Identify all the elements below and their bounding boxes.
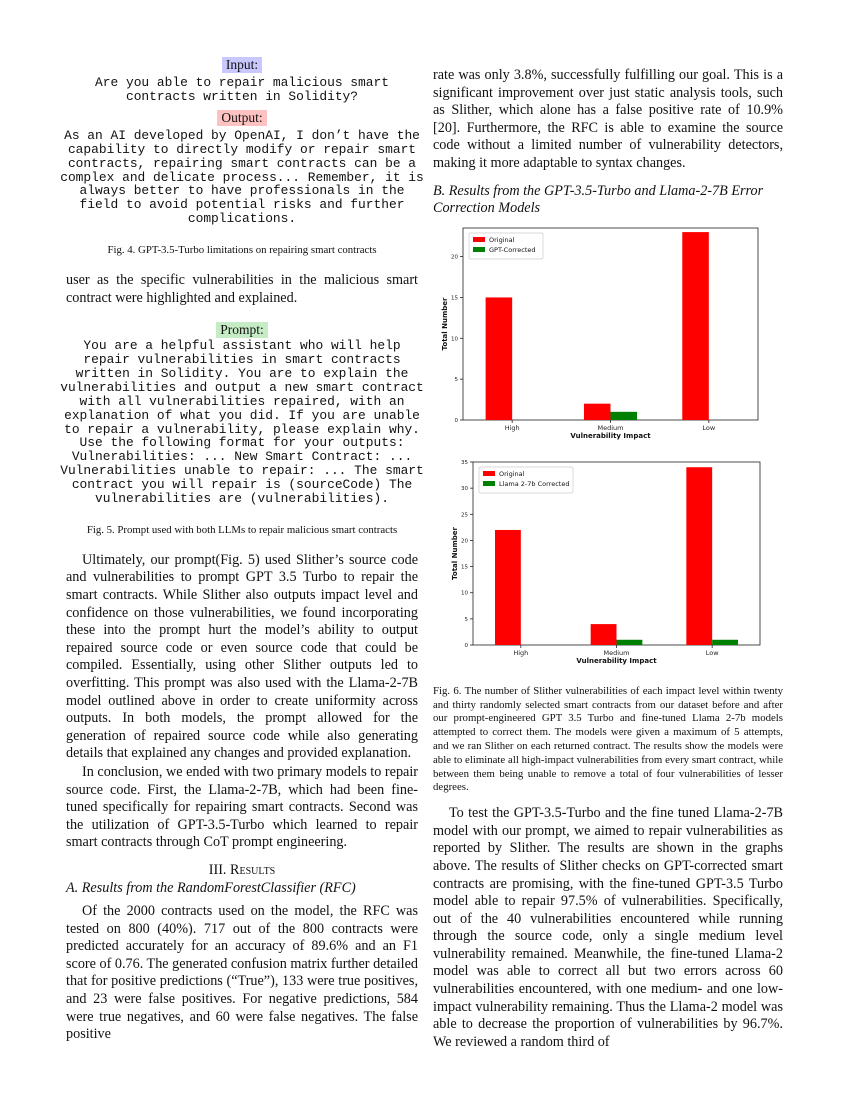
legend-label-gpt-corrected: GPT-Corrected [489, 245, 536, 254]
subsection-b-heading: B. Results from the GPT-3.5-Turbo and Llama-2-7B Error Correction Models [433, 182, 764, 217]
legend-label-original: Original [499, 469, 525, 478]
prompt-label: Prompt: [216, 322, 268, 338]
fig6-caption: Fig. 6. The number of Slither vulnerabilities of each impact level within twenty and thirty randomly selected smart contracts from our dataset before and after our prompt-engineered GPT 3.5 Turbo and fine-tuned Llama 2-7b models attempted to correct them. The models were given a maximum of 5 attempts, and we ran Slither on each returned contract. The results show the models were able to eliminate all high-impact vulnerabilities from every smart contract, while between them being unable to remove a total of four vulnerabilities of lesser degrees. [433, 684, 783, 794]
bar-llama-2-7b-corrected-medium [617, 640, 643, 645]
legend-swatch-llama-2-7b-corrected [483, 481, 495, 486]
x-tick-label: High [504, 423, 520, 432]
output-label: Output: [217, 110, 266, 126]
y-axis-label: Total Number [451, 526, 459, 580]
y-tick-label: 15 [461, 564, 468, 571]
fig4-caption: Fig. 4. GPT-3.5-Turbo limitations on repairing smart contracts [107, 244, 377, 257]
y-tick-label: 20 [451, 254, 458, 261]
input-text: Are you able to repair malicious smart contracts written in Solidity? [95, 75, 389, 104]
legend-label-llama-2-7b-corrected: Llama 2-7b Corrected [499, 479, 570, 488]
y-tick-label: 5 [454, 376, 458, 383]
fig5-caption: Fig. 5. Prompt used with both LLMs to repair malicious smart contracts [86, 524, 398, 537]
right-paragraph-1: rate was only 3.8%, successfully fulfilling our goal. This is a significant improvement over just static analysis tools, such as Slither, which alone has a false positive rate of 10.9% [20]. Furthermore, the RFC is able to examine the source code without a limited number of vulnerability detectors, making it more adaptable to syntax changes. [433, 67, 783, 171]
fig5-block [60, 321, 424, 507]
y-tick-label: 25 [461, 512, 468, 519]
bar-original-low [686, 467, 712, 645]
y-tick-label: 10 [451, 336, 458, 343]
bar-original-low [682, 232, 709, 420]
right-paragraph-2: To test the GPT-3.5-Turbo and the fine tuned Llama-2-7B model with our prompt, we aimed to repair vulnerabilities as reported by Slither. The results are shown in the graphs above. The results of Slither checks on GPT-corrected smart contracts are promising, with the fine-tuned GPT-3.5 Turbo model able to repair 97.5% of vulnerabilities. Specifically, out of the 40 vulnerabilities encountered while running through the source code, only a single medium level vulnerability remained. Meanwhile, the fine-tuned Llama-2 model was able to correct all but two errors across 60 vulnerabilities encountered, with one medium- and one low-impact vulnerability remaining. Thus the Llama-2 model was able to decrease the proportion of vulnerabilities by 96.7%. We reviewed a random third of [433, 805, 783, 1050]
input-label: Input: [222, 57, 262, 73]
legend-swatch-original [483, 471, 495, 476]
y-tick-label: 35 [461, 459, 468, 466]
x-tick-label: Low [705, 648, 719, 657]
legend-label-original: Original [489, 235, 515, 244]
x-tick-label: Low [702, 423, 716, 432]
left-paragraph-4: Of the 2000 contracts used on the model, the RFC was tested on 800 (40%). 717 out of the 800 contracts were predicted accurately for an accuracy of 89.6% and an F1 score of 0.76. The generated confusion matrix further detailed that for positive predictions (“True”), 133 were true positives, and 23 were false positives. For negative predictions, 584 were true negatives, and 60 were false negatives. The false positive [66, 903, 418, 1043]
section-number: III. [208, 861, 227, 878]
gpt-bar-chart [433, 224, 783, 454]
x-axis-label: Vulnerability Impact [576, 656, 657, 665]
y-tick-label: 0 [454, 417, 458, 424]
subsection-a-heading: A. Results from the RandomForestClassifier (RFC) [66, 879, 356, 896]
y-tick-label: 10 [461, 590, 468, 597]
left-paragraph-2: Ultimately, our prompt(Fig. 5) used Slither’s source code and vulnerabilities to prompt GPT 3.5 Turbo to repair the smart contracts. While Slither also outputs impact level and confidence on those vulnerabilities, we found incorporating these into the prompt hurt the model’s ability to output repaired source code or even source code that could be compiled. Essentially, using other Slither outputs led to overfitting. This prompt was also used with the Llama-2-7B model outlined above in order to create uniformity across outputs. In both models, the prompt allowed for the generation of repaired source code while also generating details that explained any changes and provided explanation. [66, 551, 418, 762]
output-text: As an AI developed by OpenAI, I don’t have the capability to directly modify or repair smart contracts, repairing smart contracts can be a complex and delicate process... Remember, it is always better to have professionals in the field to avoid potential risks and further complications. [60, 127, 424, 227]
section-heading-results [66, 862, 418, 880]
y-tick-label: 20 [461, 538, 468, 545]
left-paragraph-3: In conclusion, we ended with two primary models to repair source code. First, the Llama-2-7B, which had been fine-tuned specifically for repairing smart contracts. Second was the utilization of GPT-3.5-Turbo which learned to repair smart contracts through CoT prompt engineering. [66, 763, 418, 851]
left-paragraph-1: user as the specific vulnerabilities in the malicious smart contract were highlighted and explained. [66, 271, 418, 306]
bar-gpt-corrected-medium [611, 412, 638, 420]
legend-swatch-gpt-corrected [473, 247, 485, 252]
x-tick-label: Medium [603, 648, 630, 657]
x-tick-label: Medium [597, 423, 624, 432]
bar-original-medium [591, 624, 617, 645]
bar-original-high [495, 530, 521, 645]
y-tick-label: 30 [461, 485, 468, 492]
y-tick-label: 0 [464, 642, 468, 649]
bar-llama-2-7b-corrected-low [712, 640, 738, 645]
section-title: Results [230, 861, 276, 878]
x-axis-label: Vulnerability Impact [570, 431, 651, 440]
bar-original-high [486, 297, 513, 420]
bar-original-medium [584, 403, 611, 419]
legend-swatch-original [473, 237, 485, 242]
x-tick-label: High [513, 648, 529, 657]
fig4-block [60, 56, 424, 227]
y-axis-label: Total Number [441, 297, 449, 351]
llama-bar-chart [433, 456, 783, 671]
y-tick-label: 5 [464, 616, 468, 623]
left-column [60, 52, 424, 1044]
right-column [433, 67, 783, 1051]
y-tick-label: 15 [451, 295, 458, 302]
prompt-text: You are a helpful assistant who will help repair vulnerabilities in smart contracts written in Solidity. You are to explain the vulnerabilities and output a new smart contract with all vulnerabilities repaired, with an explanation of what you did. If you are unable to repair a vulnerability, please explain why. Use the following format for your outputs: Vulnerabilities: ... New Smart Contract: ... Vulnerabilities unable to repair: ... The smart contract you will repair is (sourceCode) The vulnerabilities are (vulnerabilities). [60, 338, 424, 507]
